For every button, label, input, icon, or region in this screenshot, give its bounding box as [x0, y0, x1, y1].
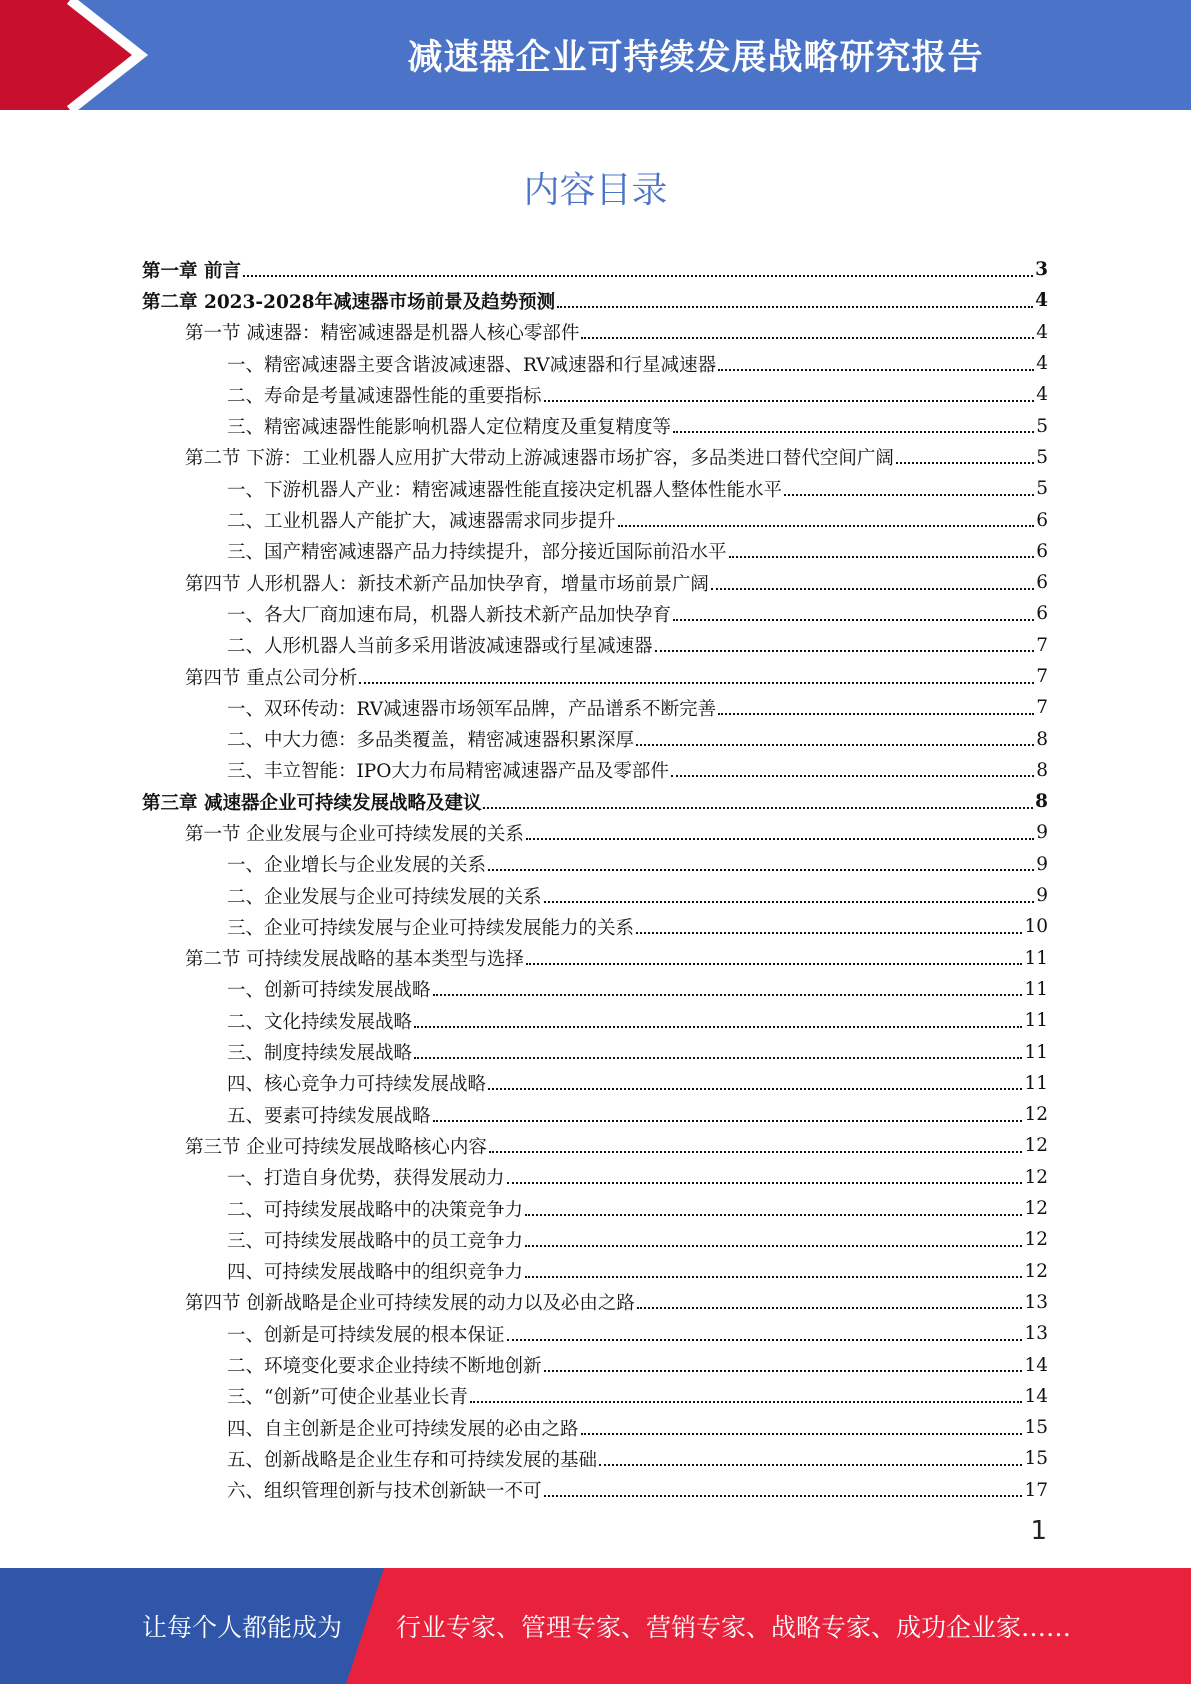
toc-entry-text: 一、各大厂商加速布局，机器人新技术新产品加快孕育	[227, 604, 672, 626]
toc-dot-leader	[507, 1339, 1023, 1341]
toc-dot-leader	[581, 337, 1034, 339]
toc-entry-text: 二、环境变化要求企业持续不断地创新	[227, 1356, 542, 1378]
toc-entry[interactable]	[142, 943, 1048, 974]
toc-dot-leader	[483, 807, 1033, 809]
toc-entry-page: 7	[1036, 634, 1048, 656]
toc-entry-page: 5	[1036, 478, 1048, 500]
toc-dot-leader	[655, 650, 1035, 652]
toc-entry[interactable]	[142, 1475, 1048, 1506]
toc-entry-text: 三、制度持续发展战略	[227, 1043, 413, 1065]
toc-dot-leader	[544, 1495, 1023, 1497]
toc-entry[interactable]	[142, 1130, 1048, 1161]
toc-entry-page: 8	[1036, 728, 1048, 750]
toc-entry-text: 一、双环传动：RV减速器市场领军品牌，产品谱系不断完善	[227, 698, 717, 720]
toc-entry[interactable]	[142, 473, 1048, 504]
toc-entry-text: 第三节 企业可持续发展战略核心内容	[185, 1136, 487, 1158]
toc-entry-page: 12	[1024, 1104, 1048, 1126]
toc-entry-text: 第一节 企业发展与企业可持续发展的关系	[185, 823, 524, 845]
toc-entry[interactable]	[142, 285, 1048, 316]
toc-entry-text: 第四节 人形机器人：新技术新产品加快孕育，增量市场前景广阔	[185, 573, 709, 595]
toc-entry[interactable]	[142, 1349, 1048, 1380]
toc-entry-text: 三、丰立智能：IPO大力布局精密减速器产品及零部件	[227, 761, 669, 783]
toc-entry-text: 一、创新是可持续发展的根本保证	[227, 1324, 505, 1346]
toc-entry-page: 5	[1036, 415, 1048, 437]
toc-entry-page: 17	[1024, 1479, 1048, 1501]
toc-entry-text: 第二章 2023-2028年减速器市场前景及趋势预测	[142, 291, 556, 313]
toc-entry-page: 4	[1035, 290, 1048, 312]
toc-entry[interactable]	[142, 567, 1048, 598]
toc-entry-text: 三、企业可持续发展与企业可持续发展能力的关系	[227, 917, 635, 939]
header-banner	[0, 0, 1191, 110]
toc-entry[interactable]	[142, 504, 1048, 535]
toc-title: 内容目录	[523, 170, 668, 211]
toc-entry[interactable]	[142, 317, 1048, 348]
toc-entry-page: 9	[1036, 822, 1048, 844]
footer-slogan-left: 让每个人都能成为	[142, 1613, 343, 1642]
toc-dot-leader	[637, 1307, 1023, 1309]
toc-entry[interactable]	[142, 410, 1048, 441]
toc-entry-page: 12	[1024, 1198, 1048, 1220]
toc-entry-page: 8	[1035, 791, 1048, 813]
toc-dot-leader	[671, 775, 1034, 777]
toc-dot-leader	[718, 369, 1034, 371]
toc-dot-leader	[470, 1401, 1023, 1403]
toc-dot-leader	[673, 619, 1034, 621]
toc-entry-page: 11	[1024, 1010, 1048, 1032]
toc-dot-leader	[433, 994, 1023, 996]
toc-dot-leader	[544, 901, 1035, 903]
toc-entry-page: 9	[1036, 853, 1048, 875]
toc-entry-page: 6	[1036, 540, 1048, 562]
toc-entry-page: 14	[1024, 1354, 1048, 1376]
toc-entry-text: 四、核心竞争力可持续发展战略	[227, 1074, 487, 1096]
toc-entry-text: 二、可持续发展战略中的决策竞争力	[227, 1199, 524, 1221]
toc-entry-text: 第四节 创新战略是企业可持续发展的动力以及必由之路	[185, 1293, 635, 1315]
toc-dot-leader	[489, 1151, 1023, 1153]
toc-dot-leader	[433, 1120, 1023, 1122]
toc-entry[interactable]	[142, 1099, 1048, 1130]
toc-dot-leader	[525, 1245, 1022, 1247]
toc-entry-page: 12	[1024, 1260, 1048, 1282]
toc-dot-leader	[526, 963, 1023, 965]
toc-entry-page: 6	[1036, 509, 1048, 531]
toc-entry-text: 二、工业机器人产能扩大，减速器需求同步提升	[227, 511, 616, 533]
toc-dot-leader	[544, 1370, 1023, 1372]
toc-entry-page: 13	[1024, 1291, 1048, 1313]
toc-dot-leader	[711, 588, 1034, 590]
toc-entry-text: 五、要素可持续发展战略	[227, 1105, 431, 1127]
toc-entry-text: 一、创新可持续发展战略	[227, 980, 431, 1002]
toc-entry[interactable]	[142, 598, 1048, 629]
toc-dot-leader	[636, 744, 1034, 746]
toc-entry[interactable]	[142, 911, 1048, 942]
toc-entry-page: 15	[1024, 1448, 1048, 1470]
toc-entry-page: 6	[1036, 572, 1048, 594]
toc-entry-text: 二、企业发展与企业可持续发展的关系	[227, 886, 542, 908]
footer-banner	[0, 1568, 1191, 1684]
toc-entry-page: 7	[1036, 697, 1048, 719]
toc-dot-leader	[525, 1214, 1022, 1216]
toc-entry-page: 3	[1035, 259, 1048, 281]
toc-entry-text: 三、可持续发展战略中的员工竞争力	[227, 1230, 524, 1252]
toc-entry-text: 一、精密减速器主要含谐波减速器、RV减速器和行星减速器	[227, 354, 717, 376]
toc-entry-page: 4	[1036, 321, 1048, 343]
toc-dot-leader	[636, 932, 1022, 934]
toc-entry[interactable]	[142, 661, 1048, 692]
toc-entry-text: 五、创新战略是企业生存和可持续发展的基础	[227, 1449, 598, 1471]
toc-entry[interactable]	[142, 1256, 1048, 1287]
toc-entry[interactable]	[142, 536, 1048, 567]
toc-entry[interactable]	[142, 1068, 1048, 1099]
toc-entry-page: 11	[1024, 978, 1048, 1000]
toc-entry[interactable]	[142, 974, 1048, 1005]
toc-dot-leader	[243, 275, 1033, 277]
toc-entry-text: 四、自主创新是企业可持续发展的必由之路	[227, 1418, 579, 1440]
toc-entry-text: 第一章 前言	[142, 260, 241, 282]
toc-entry[interactable]	[142, 1443, 1048, 1474]
toc-entry[interactable]	[142, 849, 1048, 880]
toc-entry[interactable]	[142, 1381, 1048, 1412]
toc-dot-leader	[896, 462, 1034, 464]
toc-dot-leader	[525, 1276, 1022, 1278]
toc-entry[interactable]	[142, 379, 1048, 410]
toc-entry-page: 13	[1024, 1323, 1048, 1345]
toc-entry-text: 三、国产精密减速器产品力持续提升，部分接近国际前沿水平	[227, 542, 727, 564]
toc-dot-leader	[488, 869, 1034, 871]
toc-entry-page: 15	[1024, 1417, 1048, 1439]
toc-entry-page: 11	[1024, 1041, 1048, 1063]
toc-entry-text: 第三章 减速器企业可持续发展战略及建议	[142, 792, 482, 814]
toc-dot-leader	[414, 1026, 1022, 1028]
toc-entry[interactable]	[142, 1162, 1048, 1193]
toc-entry[interactable]	[142, 1193, 1048, 1224]
toc-entry-text: 第二节 下游：工业机器人应用扩大带动上游减速器市场扩容，多品类进口替代空间广阔	[185, 448, 894, 470]
toc-entry-text: 六、组织管理创新与技术创新缺一不可	[227, 1481, 542, 1503]
toc-entry[interactable]	[142, 1224, 1048, 1255]
toc-dot-leader	[599, 1464, 1022, 1466]
toc-dot-leader	[526, 838, 1034, 840]
toc-entry-page: 5	[1036, 446, 1048, 468]
toc-dot-leader	[414, 1057, 1022, 1059]
toc-entry[interactable]	[142, 1036, 1048, 1067]
toc-dot-leader	[718, 713, 1034, 715]
toc-entry-text: 一、企业增长与企业发展的关系	[227, 855, 487, 877]
toc-entry-page: 11	[1024, 1072, 1048, 1094]
toc-entry[interactable]	[142, 1005, 1048, 1036]
toc-entry-page: 8	[1036, 759, 1048, 781]
toc-entry[interactable]	[142, 630, 1048, 661]
toc-entry-text: 四、可持续发展战略中的组织竞争力	[227, 1262, 524, 1284]
toc-entry[interactable]	[142, 1318, 1048, 1349]
toc-entry-page: 14	[1024, 1385, 1048, 1407]
toc-entry[interactable]	[142, 755, 1048, 786]
toc-entry-text: 一、下游机器人产业：精密减速器性能直接决定机器人整体性能水平	[227, 479, 783, 501]
toc-entry[interactable]	[142, 786, 1048, 817]
toc-entry-text: 二、人形机器人当前多采用谐波减速器或行星减速器	[227, 636, 653, 658]
toc-dot-leader	[581, 1433, 1023, 1435]
toc-dot-leader	[729, 556, 1035, 558]
toc-entry[interactable]	[142, 723, 1048, 754]
toc-dot-leader	[507, 1182, 1023, 1184]
toc-dot-leader	[557, 306, 1033, 308]
toc-entry[interactable]	[142, 817, 1048, 848]
table-of-contents	[142, 254, 1048, 1506]
toc-entry-text: 第一节 减速器：精密减速器是机器人核心零部件	[185, 323, 580, 345]
toc-entry-page: 4	[1036, 384, 1048, 406]
toc-entry-text: 第二节 可持续发展战略的基本类型与选择	[185, 949, 524, 971]
toc-entry-page: 10	[1024, 916, 1048, 938]
toc-entry-text: 二、文化持续发展战略	[227, 1011, 413, 1033]
toc-entry-text: 一、打造自身优势，获得发展动力	[227, 1168, 505, 1190]
toc-entry[interactable]	[142, 880, 1048, 911]
report-title: 减速器企业可持续发展战略研究报告	[407, 38, 984, 78]
toc-entry[interactable]	[142, 254, 1048, 285]
toc-dot-leader	[784, 494, 1034, 496]
toc-entry-text: 三、“创新”可使企业基业长青	[227, 1387, 468, 1409]
toc-entry-page: 12	[1024, 1166, 1048, 1188]
toc-dot-leader	[673, 431, 1034, 433]
toc-entry-text: 二、中大力德：多品类覆盖，精密减速器积累深厚	[227, 730, 635, 752]
toc-entry-page: 7	[1036, 666, 1048, 687]
toc-entry-page: 4	[1036, 353, 1048, 375]
toc-entry-page: 12	[1024, 1135, 1048, 1157]
toc-entry[interactable]	[142, 348, 1048, 379]
toc-entry-page: 9	[1036, 885, 1048, 907]
toc-dot-leader	[544, 400, 1035, 402]
page-number: 1	[1030, 1516, 1047, 1546]
toc-dot-leader	[618, 525, 1035, 527]
toc-entry-text: 第四节 重点公司分析	[185, 667, 358, 689]
footer-slogan-right: 行业专家、管理专家、营销专家、战略专家、成功企业家……	[396, 1613, 1072, 1642]
toc-dot-leader	[488, 1088, 1022, 1090]
toc-entry[interactable]	[142, 1412, 1048, 1443]
toc-entry[interactable]	[142, 442, 1048, 473]
toc-entry[interactable]	[142, 692, 1048, 723]
toc-entry-page: 11	[1024, 947, 1048, 969]
toc-entry-page: 6	[1036, 603, 1048, 625]
toc-entry-text: 二、寿命是考量减速器性能的重要指标	[227, 385, 542, 407]
toc-entry[interactable]	[142, 1287, 1048, 1318]
toc-entry-text: 三、精密减速器性能影响机器人定位精度及重复精度等	[227, 417, 672, 439]
toc-entry-page: 12	[1024, 1229, 1048, 1251]
toc-dot-leader	[359, 682, 1034, 684]
